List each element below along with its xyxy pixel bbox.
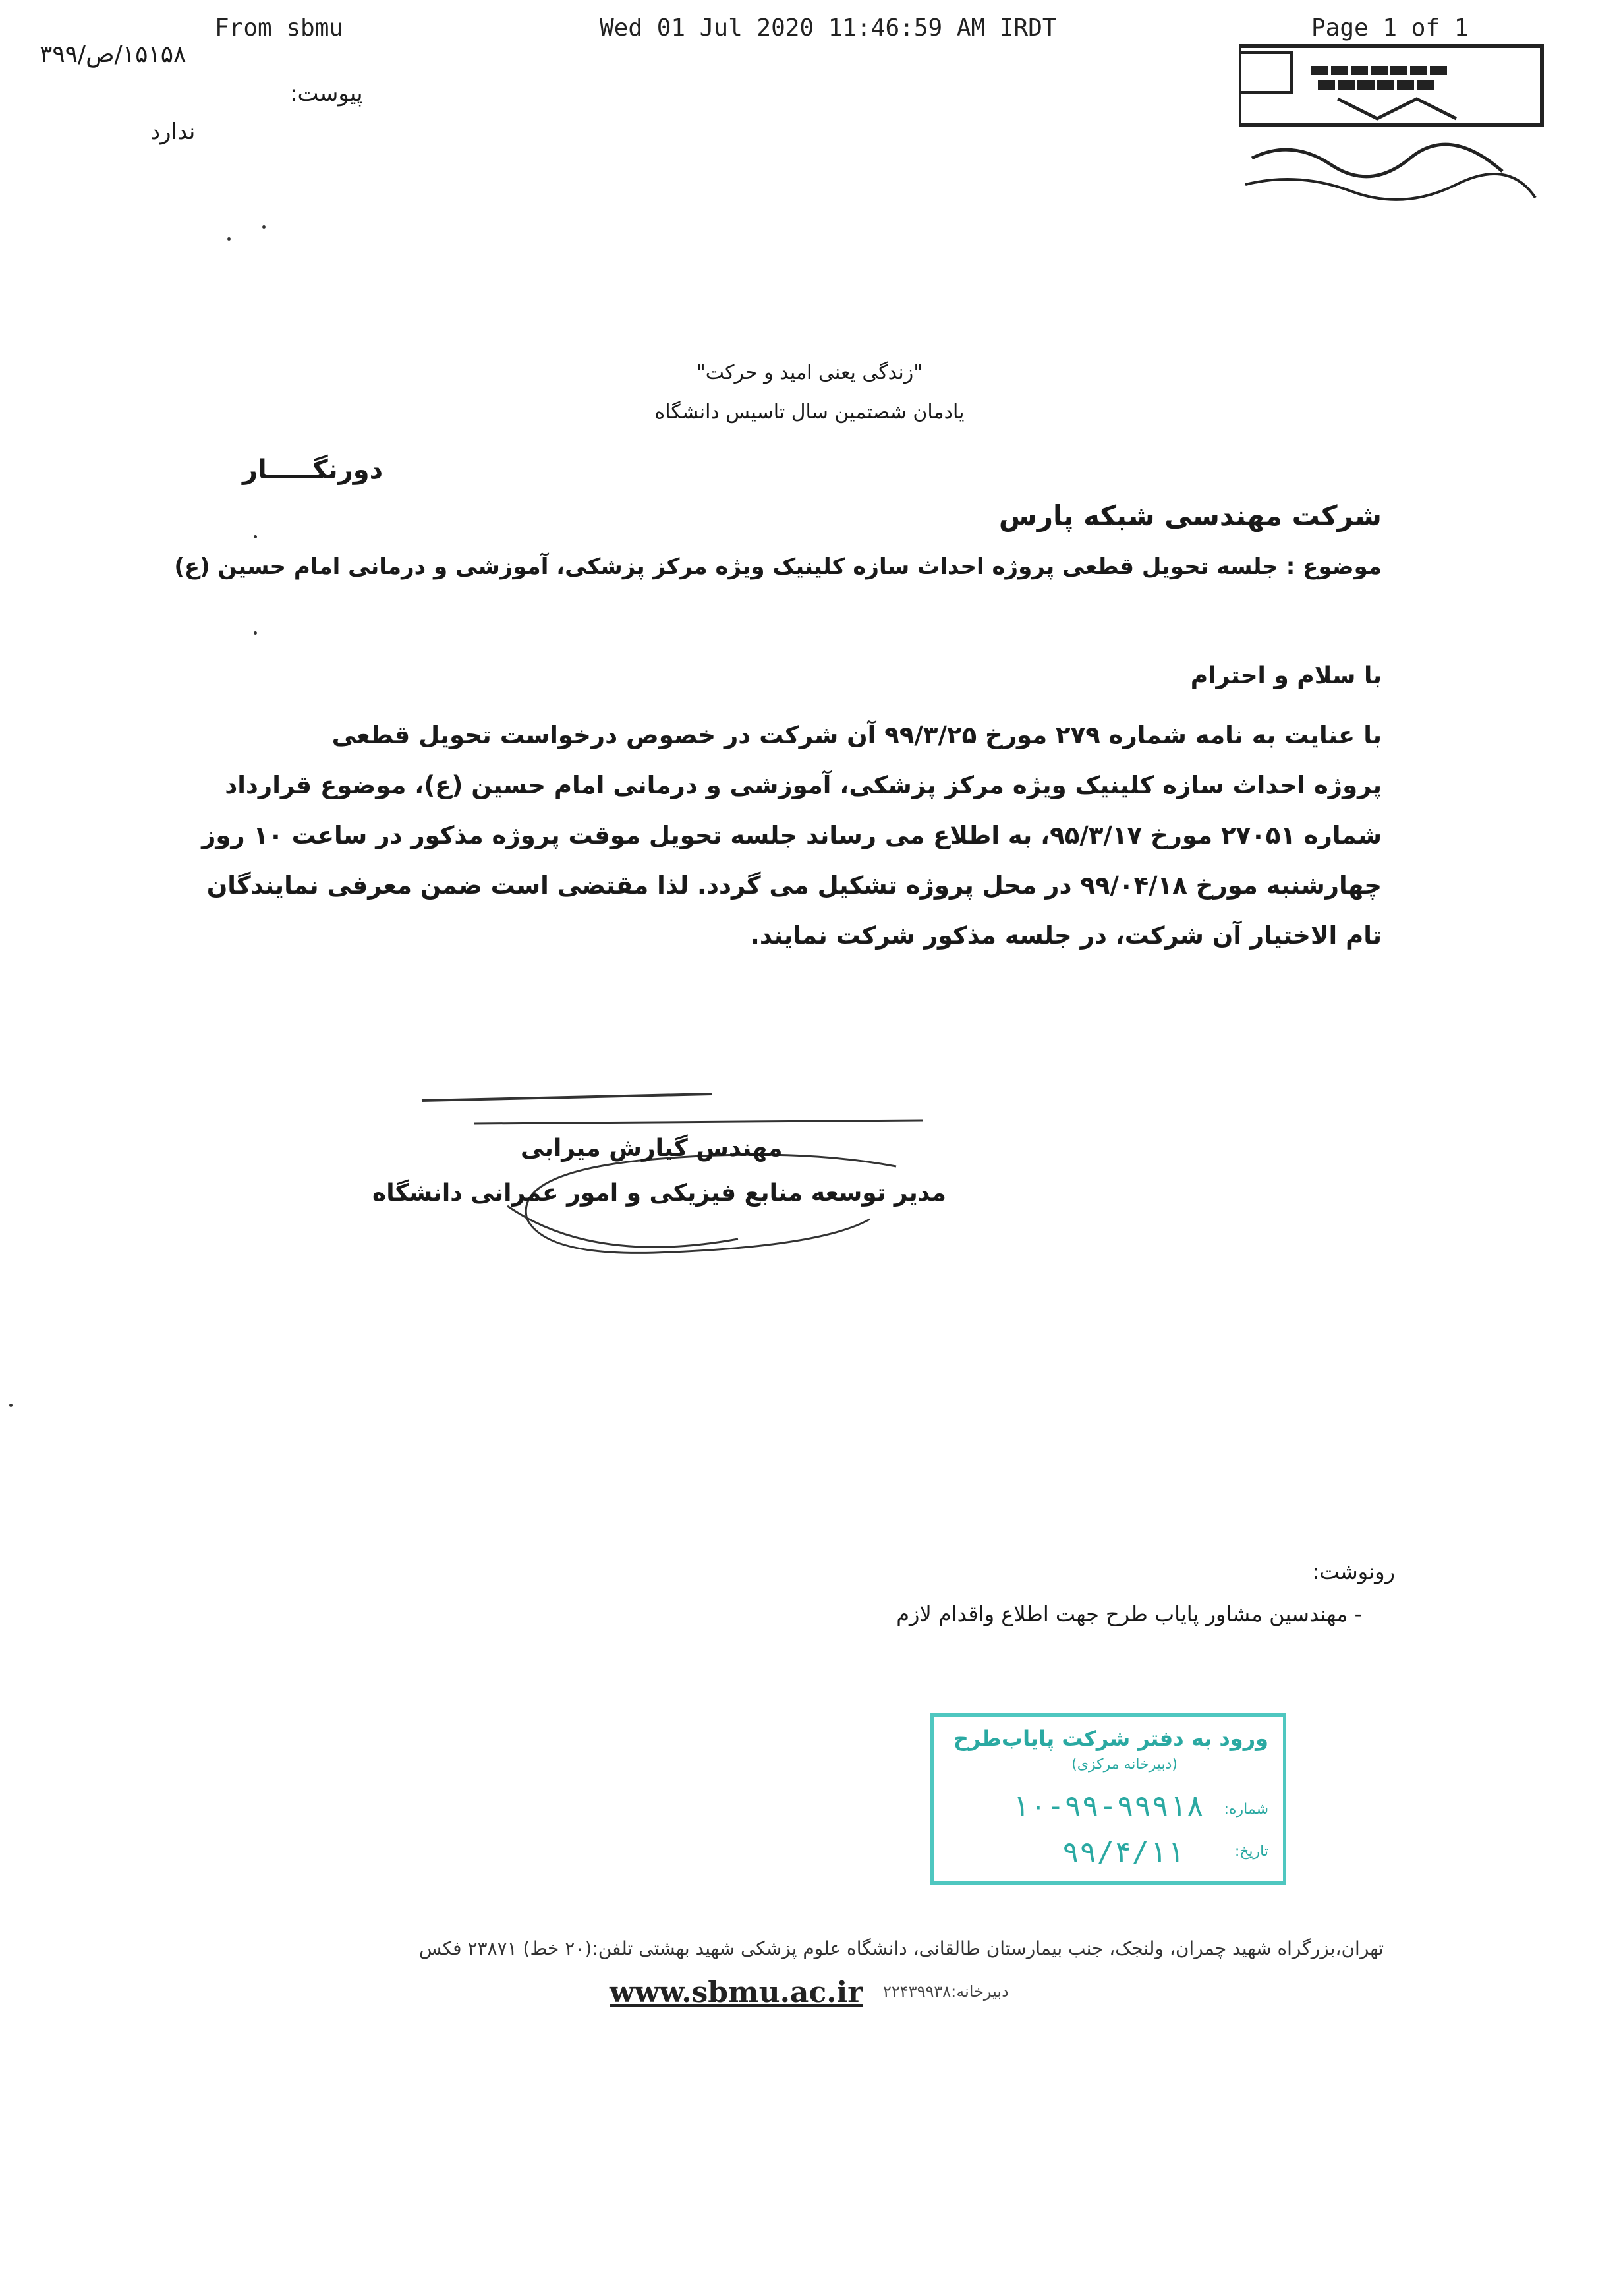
scan-speck bbox=[9, 1404, 13, 1407]
subject: موضوع : جلسه تحویل قطعی پروژه احداث سازه کلینیک ویژه مرکز پزشکی، آموزشی و درمانی امام حسین (ع) bbox=[174, 554, 1382, 580]
stamp-date-label: تاریخ: bbox=[1234, 1843, 1268, 1860]
fax-datetime: Wed 01 Jul 2020 11:46:59 AM IRDT bbox=[600, 14, 1057, 42]
fax-label: دورنگـــــار bbox=[242, 455, 383, 485]
letter-body bbox=[202, 710, 1382, 961]
fax-from: From sbmu bbox=[215, 14, 344, 42]
body-line: تام الاختیار آن شرکت، در جلسه مذکور شرکت نمایند. bbox=[750, 921, 1382, 950]
stamp-subtitle: (دبیرخانه مرکزی) bbox=[1071, 1756, 1178, 1773]
receipt-stamp bbox=[930, 1713, 1286, 1885]
scan-speck bbox=[227, 237, 231, 241]
stamp-date: ۹۹/۴/۱۱ bbox=[1062, 1835, 1184, 1869]
footer-website: www.sbmu.ac.ir bbox=[610, 1976, 863, 2009]
letter-number: ۱۵۱۵۸/ص/۳۹۹ bbox=[40, 41, 186, 68]
body-line: چهارشنبه مورخ ۹۹/۰۴/۱۸ در محل پروژه تشکیل می گردد. لذا مقتضی است ضمن معرفی نمایندگان bbox=[206, 871, 1382, 900]
logo-mark-icon bbox=[1239, 40, 1548, 204]
university-logo bbox=[1239, 40, 1548, 207]
slogan: "زندگی یعنی امید و حرکت" bbox=[696, 361, 923, 384]
body-line: شماره ۲۷۰۵۱ مورخ ۹۵/۳/۱۷، به اطلاع می رساند جلسه تحویل موقت پروژه مذکور در ساعت ۱۰ روز bbox=[202, 821, 1382, 849]
cc-item: - مهندسین مشاور پایاب طرح جهت اطلاع واقدام لازم bbox=[896, 1601, 1362, 1626]
scan-speck bbox=[254, 535, 257, 538]
footer-address: تهران،بزرگراه شهید چمران، ولنجک، جنب بیمارستان طالقانی، دانشگاه علوم پزشکی شهید بهشتی تلفن:(۲۰ خط) ۲۳۸۷۱ فکس bbox=[419, 1937, 1384, 1959]
attachment-label: پیوست: bbox=[290, 80, 363, 107]
handwritten-signature bbox=[395, 1068, 949, 1281]
fax-page-count: Page 1 of 1 bbox=[1311, 14, 1469, 42]
stamp-title: ورود به دفتر شرکت پایاب‌طرح bbox=[953, 1726, 1268, 1751]
recipient: شرکت مهندسی شبکه پارس bbox=[998, 500, 1382, 532]
scan-speck bbox=[262, 225, 266, 229]
body-line: پروژه احداث سازه کلینیک ویژه مرکز پزشکی، آموزشی و درمانی امام حسین (ع)، موضوع قرارداد bbox=[225, 771, 1382, 799]
stamp-number-label: شماره: bbox=[1224, 1801, 1268, 1818]
body-line: با عنایت به نامه شماره ۲۷۹ مورخ ۹۹/۳/۲۵ آن شرکت در خصوص درخواست تحویل قطعی bbox=[331, 721, 1382, 749]
cc-label: رونوشت: bbox=[1312, 1559, 1395, 1584]
greeting: با سلام و احترام bbox=[1190, 662, 1382, 689]
stamp-number: ۱۰-۹۹-۹۹۹۱۸ bbox=[1011, 1789, 1204, 1823]
anniversary-line: یادمان شصتمین سال تاسیس دانشگاه bbox=[654, 401, 965, 424]
footer-secretariat: دبیرخانه:۲۲۴۳۹۹۳۸ bbox=[883, 1982, 1009, 2001]
signer-title: مدیر توسعه منابع فیزیکی و امور عمرانی دانشگاه bbox=[372, 1180, 946, 1207]
scan-speck bbox=[254, 631, 257, 635]
signer-name: مهندس گیارش میرابی bbox=[521, 1135, 783, 1162]
attachment-value: ندارد bbox=[150, 119, 196, 145]
